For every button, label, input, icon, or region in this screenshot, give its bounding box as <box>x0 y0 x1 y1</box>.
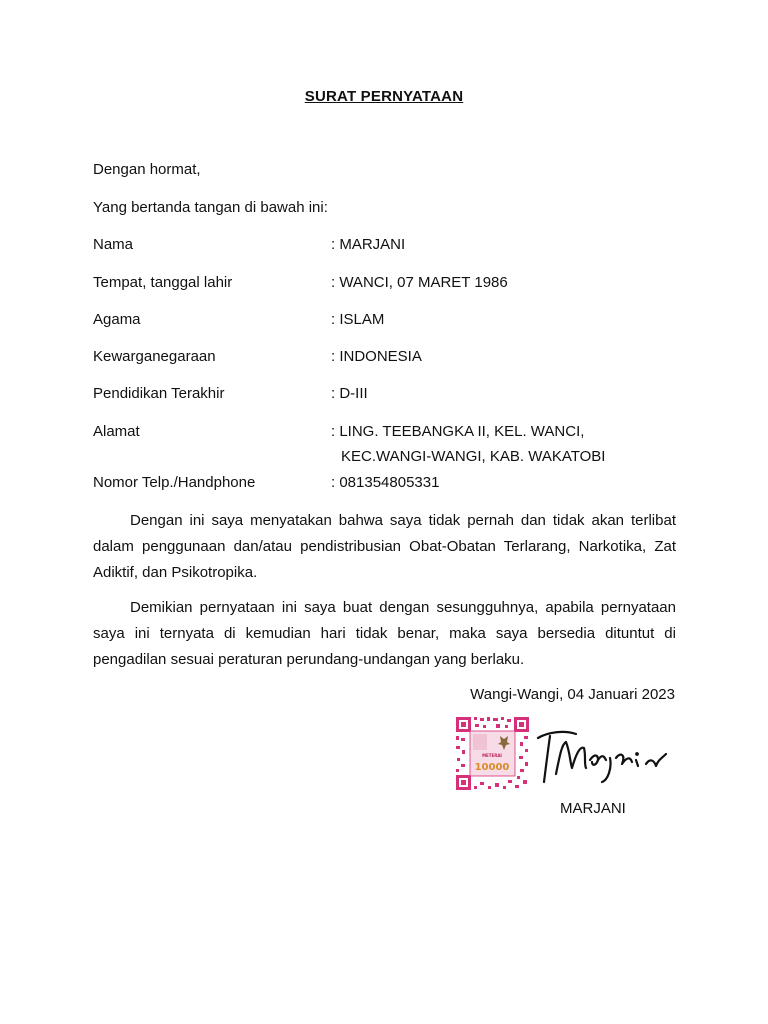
svg-text:10000: 10000 <box>474 762 510 773</box>
field-label: Tempat, tanggal lahir <box>93 274 233 291</box>
field-value: : LING. TEEBANGKA II, KEL. WANCI, <box>331 423 585 440</box>
field-value: : ISLAM <box>331 311 385 328</box>
field-pendidikan <box>93 385 693 405</box>
field-alamat <box>93 423 693 465</box>
greeting: Dengan hormat, <box>93 161 201 178</box>
field-value: : 081354805331 <box>331 474 440 491</box>
field-nama <box>93 236 693 256</box>
meterai-stamp-icon <box>455 716 530 791</box>
field-value: : INDONESIA <box>331 348 422 365</box>
field-value: : WANCI, 07 MARET 1986 <box>331 274 508 291</box>
intro-line: Yang bertanda tangan di bawah ini: <box>93 199 328 216</box>
field-label: Agama <box>93 311 141 328</box>
statement-paragraph: Dengan ini saya menyatakan bahwa saya tidak pernah dan tidak akan terlibat dalam penggunaan dan/atau pendistribusian Obat-Obatan Terlarang, Narkotika, Zat Adiktif, dan Psikotropika. <box>93 512 676 581</box>
field-telepon <box>93 474 693 494</box>
document-title: SURAT PERNYATAAN <box>304 88 464 105</box>
field-label: Pendidikan Terakhir <box>93 385 225 402</box>
field-label: Nomor Telp./Handphone <box>93 474 256 491</box>
place-date: Wangi-Wangi, 04 Januari 2023 <box>470 686 675 703</box>
field-value: : D-III <box>331 385 368 402</box>
field-label: Nama <box>93 236 134 253</box>
field-kewarganegaraan <box>93 348 693 368</box>
field-value-line2: KEC.WANGI-WANGI, KAB. WAKATOBI <box>341 448 606 465</box>
field-label: Alamat <box>93 423 140 440</box>
field-agama <box>93 311 693 331</box>
svg-text:METERAI: METERAI <box>482 753 502 758</box>
closing-paragraph: Demikian pernyataan ini saya buat dengan sesungguhnya, apabila pernyataan saya ini ternyata di kemudian hari tidak benar, maka saya bersedia dituntut di pengadilan sesuai peraturan perundang-undangan yang berlaku. <box>93 599 676 668</box>
field-value: : MARJANI <box>331 236 406 253</box>
field-tempat-tanggal-lahir <box>93 274 693 294</box>
handwritten-signature-icon <box>534 724 670 786</box>
field-label: Kewarganegaraan <box>93 348 216 365</box>
signer-name: MARJANI <box>560 800 626 817</box>
